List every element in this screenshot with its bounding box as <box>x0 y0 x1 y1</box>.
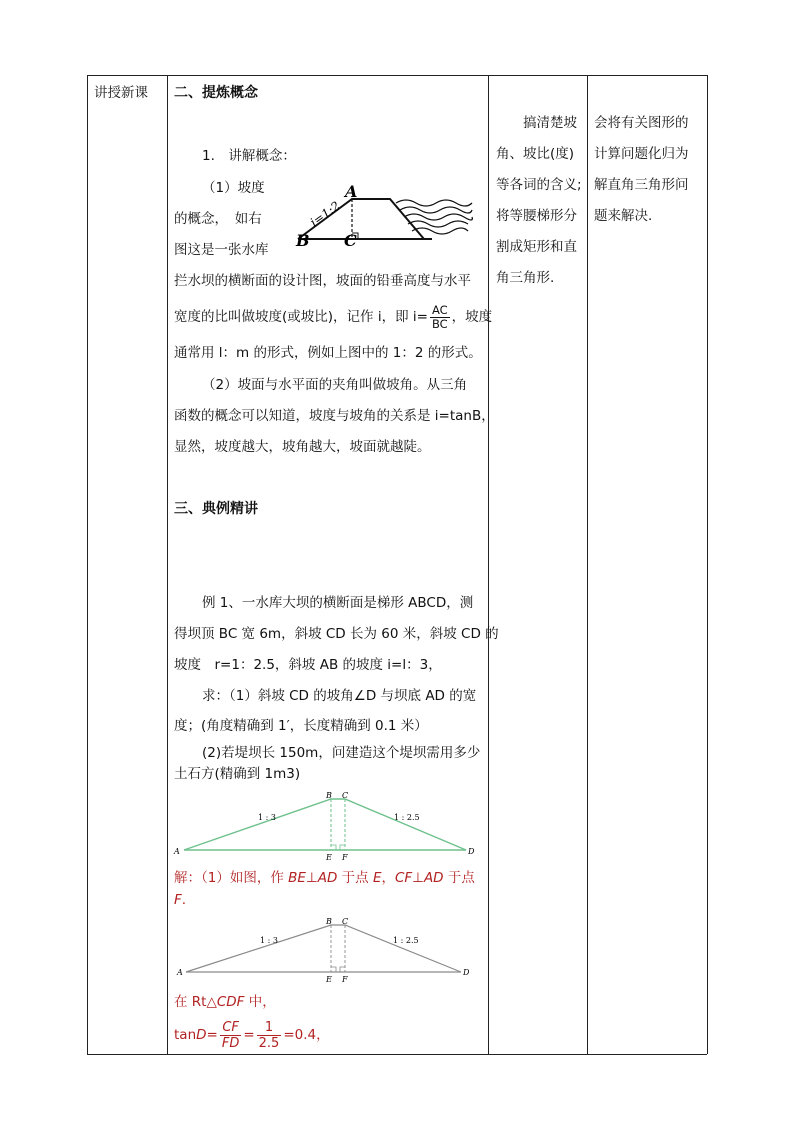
section2-heading: 二、提炼概念 <box>174 85 258 101</box>
dam-label-a: A <box>345 183 358 201</box>
trap1-left-slope: 1 : 3 <box>258 813 276 822</box>
para2-line-a: （2）坡面与水平面的夹角叫做坡角。从三角 <box>202 377 468 393</box>
dam-label-c: C <box>344 231 357 247</box>
point-e: E <box>372 870 382 886</box>
tan-angle-d: D <box>196 1027 207 1043</box>
trap1-label-d: D <box>468 847 475 856</box>
trap2-label-a: A <box>177 968 183 977</box>
fraction-1: 1 <box>257 1020 282 1036</box>
solution-line-1-pre: 解：（1）如图，作 <box>174 870 289 886</box>
trap1-label-c: C <box>342 791 349 800</box>
col4-line-1: 会将有关图形的 <box>594 115 689 131</box>
col3-line-1: 搞清楚坡 <box>523 115 577 131</box>
rt-triangle-line <box>174 993 276 1011</box>
solution-line-1-mid2: 于点 <box>443 870 475 886</box>
trapezoid-figure-gray <box>172 912 482 984</box>
slope-fraction-den: BC <box>431 316 448 331</box>
example-line-2: 得坝顶 BC 宽 6m，斜坡 CD 长为 60 米，斜坡 CD 的 <box>174 626 499 642</box>
section2-item1: 1. 讲解概念： <box>202 148 296 164</box>
trapezoid-figure-green <box>172 790 482 862</box>
example-line-6: (2)若堤坝长 150m，问建造这个堤坝需用多少 <box>202 745 481 761</box>
tan-result: =0.4， <box>283 1027 330 1043</box>
dam-cross-section-figure <box>292 183 474 247</box>
para2-line-b: 函数的概念可以知道，坡度与坡角的关系是 i=tanB， <box>174 408 495 424</box>
tan-function: tan <box>174 1027 197 1043</box>
para2-line-c: 显然，坡度越大，坡角越大，坡面就越陡。 <box>174 439 431 455</box>
table-col-border-3 <box>488 75 489 1054</box>
rt-line-pre: 在 Rt△ <box>174 994 217 1010</box>
segment-ad-2: AD <box>423 870 444 886</box>
point-f: F <box>174 892 182 908</box>
solution-line-2-end: . <box>181 892 187 908</box>
trap2-label-b: B <box>326 917 332 926</box>
rt-line-post: 中， <box>244 994 276 1010</box>
fraction-fd: FD <box>221 1035 240 1051</box>
col3-line-6: 角三角形. <box>496 270 555 286</box>
example-line-4: 求：（1）斜坡 CD 的坡角∠D 与坝底 AD 的宽 <box>202 688 477 704</box>
solution-line-1 <box>174 869 475 887</box>
solution-line-1-mid1: 于点 <box>337 870 373 886</box>
segment-cf: CF <box>394 870 413 886</box>
example-line-5: 度；(角度精确到 1′，长度精确到 0.1 米） <box>174 718 428 734</box>
table-bottom-border <box>87 1054 707 1055</box>
table-col-border-2 <box>167 75 168 1054</box>
fraction-2-5: 2.5 <box>258 1035 280 1051</box>
trap2-label-e: E <box>326 975 332 984</box>
perp-symbol-1: ⊥ <box>305 870 318 886</box>
col3-line-4: 将等腰梯形分 <box>496 208 577 224</box>
col4-line-2: 计算问题化归为 <box>594 146 689 162</box>
col4-line-4: 题来解决. <box>594 208 653 224</box>
triangle-cdf: CDF <box>216 994 245 1010</box>
tan-equation <box>174 1018 330 1052</box>
para1-line2 <box>174 302 492 332</box>
trap2-label-d: D <box>463 968 470 977</box>
example-line-7: 土石方(精确到 1m3) <box>174 766 301 782</box>
row-label: 讲授新课 <box>94 85 148 101</box>
section3-heading: 三、典例精讲 <box>174 501 258 517</box>
trap2-label-c: C <box>342 917 349 926</box>
para1-cont: 拦水坝的横断面的设计图，坡面的铅垂高度与水平 <box>174 273 471 289</box>
para1-line2-pre: 宽度的比叫做坡度(或坡比)，记作 i，即 i= <box>174 309 428 325</box>
trap1-label-a: A <box>174 847 180 856</box>
col3-line-5: 割成矩形和直 <box>496 239 577 255</box>
fraction-1-2-5 <box>257 1020 282 1051</box>
col3-line-3: 等各词的含义; <box>496 177 582 193</box>
trap1-label-e: E <box>326 853 332 862</box>
segment-be: BE <box>288 870 306 886</box>
para1-line-a: （1）坡度 <box>202 180 265 196</box>
table-col-border-4 <box>587 75 588 1054</box>
trap2-right-slope: 1 : 2.5 <box>393 936 419 945</box>
slope-fraction-num: AC <box>430 304 450 318</box>
tan-eq-2: = <box>243 1027 255 1043</box>
solution-line-1-comma: ， <box>381 870 395 886</box>
trap1-label-f: F <box>342 853 348 862</box>
para1-line2-post: ，坡度 <box>451 309 493 325</box>
trap1-label-b: B <box>326 791 332 800</box>
slope-fraction <box>430 304 450 331</box>
fraction-cf: CF <box>220 1020 242 1036</box>
trap2-label-f: F <box>342 975 348 984</box>
fraction-cf-fd <box>220 1020 242 1051</box>
perp-symbol-2: ⊥ <box>412 870 424 886</box>
para1-line3: 通常用 l：m 的形式，例如上图中的 1：2 的形式。 <box>174 345 482 361</box>
solution-line-2 <box>174 891 186 909</box>
table-col-border-1 <box>87 75 88 1054</box>
table-col-border-5 <box>707 75 708 1054</box>
dam-slope-label: i=1:2 <box>307 198 343 230</box>
example-line-3: 坡度 r=1：2.5，斜坡 AB 的坡度 i=l：3， <box>174 657 442 673</box>
segment-ad-1: AD <box>317 870 338 886</box>
example-line-1: 例 1、一水库大坝的横断面是梯形 ABCD，测 <box>202 595 474 611</box>
trap1-right-slope: 1 : 2.5 <box>394 813 420 822</box>
para1-line-b: 的概念， 如右 <box>174 211 262 227</box>
dam-label-b: B <box>296 231 310 247</box>
col3-line-2: 角、坡比(度) <box>496 146 575 162</box>
col4-line-3: 解直角三角形问 <box>594 177 689 193</box>
table-top-border <box>87 75 707 76</box>
para1-line-c: 图这是一张水库 <box>174 242 269 258</box>
trap2-left-slope: 1 : 3 <box>260 936 278 945</box>
tan-eq-1: = <box>206 1027 218 1043</box>
